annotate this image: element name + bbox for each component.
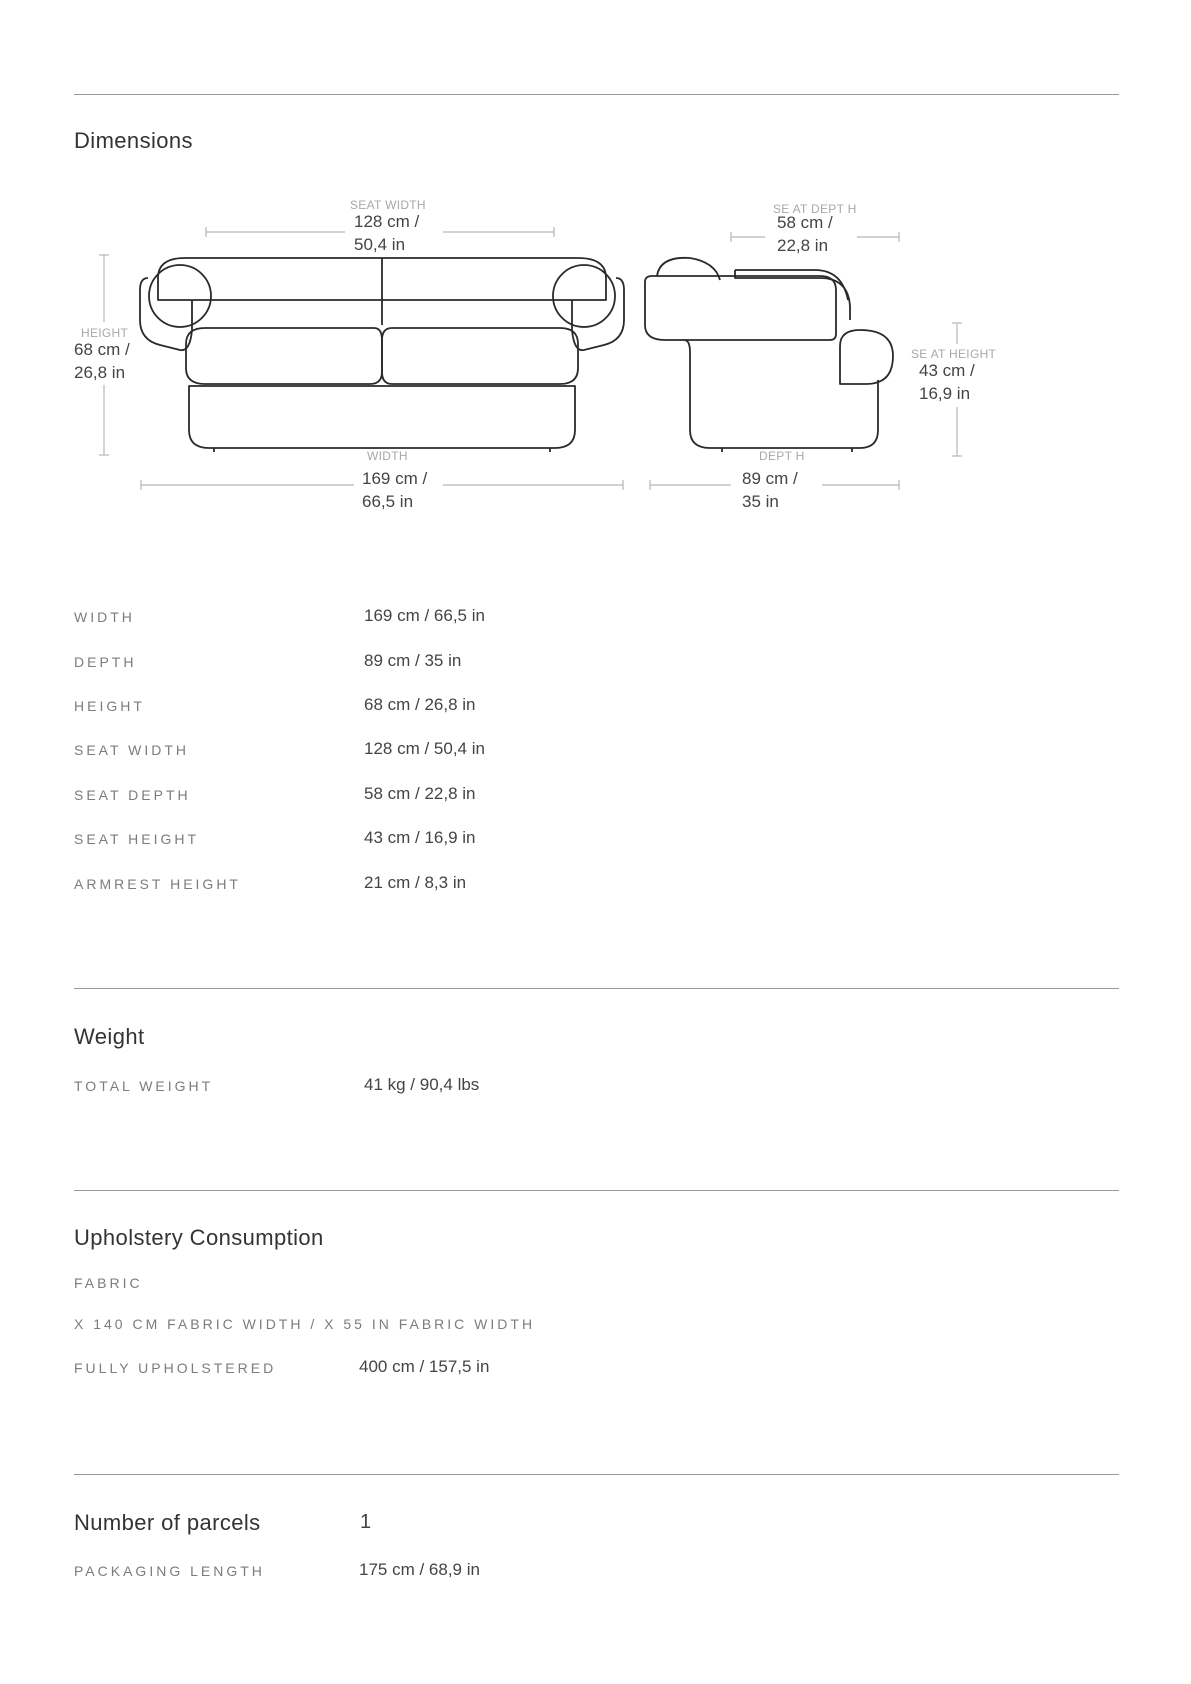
seat-height-value-line2: 16,9 in bbox=[919, 384, 971, 403]
seat-width-label: SEAT WIDTH bbox=[350, 198, 426, 212]
total-weight-value: 41 kg / 90,4 lbs bbox=[364, 1075, 480, 1094]
row-label-seat-width: SEAT WIDTH bbox=[74, 742, 190, 758]
seat-depth-label: SE AT DEPT H bbox=[773, 202, 857, 216]
seat-width-value-line1: 128 cm / bbox=[354, 212, 420, 231]
depth-value-line1: 89 cm / bbox=[742, 469, 798, 488]
seat-depth-value-line2: 22,8 in bbox=[777, 236, 829, 255]
fabric-width-label: X 140 CM FABRIC WIDTH / X 55 IN FABRIC WIDTH bbox=[74, 1316, 536, 1332]
depth-label: DEPT H bbox=[759, 449, 805, 463]
row-value-depth: 89 cm / 35 in bbox=[364, 651, 462, 670]
width-value-line1: 169 cm / bbox=[362, 469, 428, 488]
packaging-length-label: PACKAGING LENGTH bbox=[74, 1563, 265, 1579]
fully-upholstered-value: 400 cm / 157,5 in bbox=[359, 1357, 490, 1376]
height-value-line1: 68 cm / bbox=[74, 340, 130, 359]
parcels-title: Number of parcels bbox=[74, 1510, 261, 1535]
depth-value-line2: 35 in bbox=[742, 492, 779, 511]
row-label-seat-depth: SEAT DEPTH bbox=[74, 787, 191, 803]
row-value-seat-width: 128 cm / 50,4 in bbox=[364, 739, 485, 758]
upholstery-title: Upholstery Consumption bbox=[74, 1225, 324, 1250]
width-label: WIDTH bbox=[367, 449, 408, 463]
row-label-width: WIDTH bbox=[74, 609, 135, 625]
section-divider-upholstery bbox=[74, 1190, 1119, 1191]
row-value-armrest-height: 21 cm / 8,3 in bbox=[364, 873, 467, 892]
row-value-height: 68 cm / 26,8 in bbox=[364, 695, 476, 714]
section-divider-parcels bbox=[74, 1474, 1119, 1475]
sofa-dimension-drawing bbox=[0, 0, 1191, 520]
seat-height-label: SE AT HEIGHT bbox=[911, 347, 997, 361]
seat-width-value-line2: 50,4 in bbox=[354, 235, 406, 254]
packaging-length-value: 175 cm / 68,9 in bbox=[359, 1560, 480, 1579]
section-divider-weight bbox=[74, 988, 1119, 989]
row-value-seat-depth: 58 cm / 22,8 in bbox=[364, 784, 476, 803]
row-label-seat-height: SEAT HEIGHT bbox=[74, 831, 200, 847]
row-label-depth: DEPTH bbox=[74, 654, 137, 670]
seat-depth-value-line1: 58 cm / bbox=[777, 213, 833, 232]
row-label-height: HEIGHT bbox=[74, 698, 145, 714]
seat-height-value-line1: 43 cm / bbox=[919, 361, 975, 380]
width-value-line2: 66,5 in bbox=[362, 492, 414, 511]
parcels-count: 1 bbox=[360, 1511, 372, 1533]
dimensions-title: Dimensions bbox=[74, 128, 193, 153]
sofa-front-view bbox=[140, 258, 624, 452]
weight-title: Weight bbox=[74, 1024, 145, 1049]
fabric-label: FABRIC bbox=[74, 1275, 143, 1291]
row-value-width: 169 cm / 66,5 in bbox=[364, 606, 485, 625]
sofa-side-view bbox=[645, 258, 893, 452]
row-value-seat-height: 43 cm / 16,9 in bbox=[364, 828, 476, 847]
total-weight-label: TOTAL WEIGHT bbox=[74, 1078, 214, 1094]
height-label: HEIGHT bbox=[81, 326, 129, 340]
height-value-line2: 26,8 in bbox=[74, 363, 126, 382]
fully-upholstered-label: FULLY UPHOLSTERED bbox=[74, 1360, 277, 1376]
row-label-armrest-height: ARMREST HEIGHT bbox=[74, 876, 241, 892]
